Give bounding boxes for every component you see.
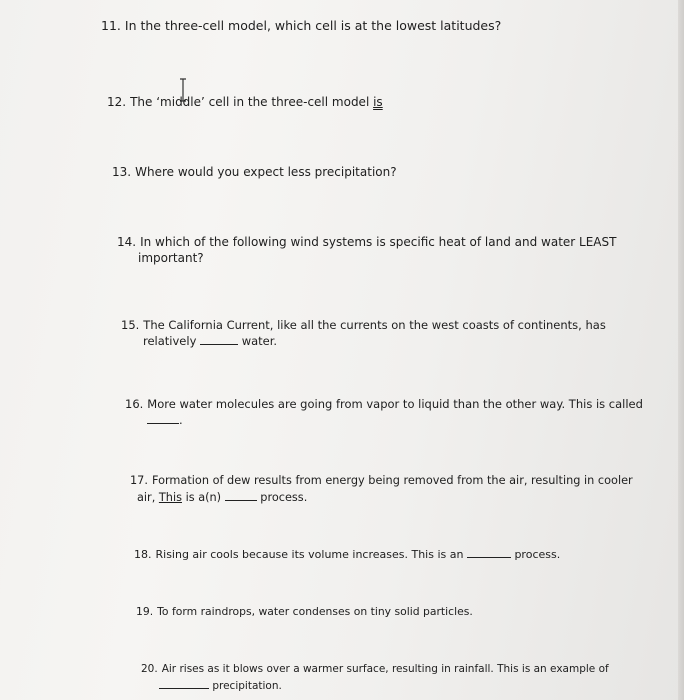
question-text-line-1: More water molecules are going from vapor to liquid than the other way. This is called xyxy=(147,397,643,411)
answer-blank xyxy=(159,677,209,689)
text-segment: precipitation. xyxy=(209,680,282,692)
text-segment: process. xyxy=(256,491,308,504)
question-number: 19. xyxy=(136,605,154,618)
text-segment: water. xyxy=(238,334,278,348)
question-18 xyxy=(134,546,560,563)
question-13 xyxy=(112,164,397,180)
answer-blank xyxy=(467,546,511,558)
question-17 xyxy=(130,473,633,506)
question-text-after: process. xyxy=(510,548,561,561)
question-number: 17. xyxy=(130,474,148,487)
question-11 xyxy=(101,18,501,34)
answer-blank xyxy=(147,412,179,424)
question-14 xyxy=(117,234,616,266)
question-16 xyxy=(125,396,643,428)
question-text-before: Rising air cools because its volume increases. This is an xyxy=(155,548,467,561)
question-text-line-2 xyxy=(130,489,633,506)
question-15 xyxy=(121,317,606,349)
text-segment: relatively xyxy=(143,334,201,348)
grammar-flag-word: This xyxy=(158,491,182,504)
grammar-flag-word: is xyxy=(373,95,383,109)
question-19 xyxy=(136,604,473,620)
question-text: The ‘middle’ cell in the three-cell model xyxy=(130,95,374,109)
text-segment: . xyxy=(179,413,183,427)
question-text-line-1: Formation of dew results from energy being removed from the air, resulting in cooler xyxy=(151,474,633,487)
question-text-line-2 xyxy=(125,412,643,428)
question-text-line-2: important? xyxy=(138,251,204,265)
question-text-line-1: In which of the following wind systems is specific heat of land and water LEAST xyxy=(140,235,617,249)
question-number: 13. xyxy=(112,165,132,179)
page-edge xyxy=(678,0,684,700)
question-12 xyxy=(107,94,383,110)
question-20 xyxy=(141,661,609,694)
answer-blank xyxy=(200,333,238,345)
answer-blank xyxy=(225,489,257,501)
question-text-line-2 xyxy=(121,333,606,349)
question-number: 14. xyxy=(117,235,137,249)
question-text-line-1: Air rises as it blows over a warmer surface, resulting in rainfall. This is an example of xyxy=(161,663,609,675)
question-number: 18. xyxy=(134,548,152,561)
question-text: In the three-cell model, which cell is at the lowest latitudes? xyxy=(124,18,502,33)
question-number: 15. xyxy=(121,318,140,332)
question-text-line-1: The California Current, like all the currents on the west coasts of continents, has xyxy=(143,318,606,332)
text-segment: air, xyxy=(137,491,159,504)
question-text: Where would you expect less precipitation? xyxy=(135,165,397,179)
question-number: 16. xyxy=(125,397,144,411)
question-number: 11. xyxy=(101,18,121,33)
question-number: 12. xyxy=(107,95,127,109)
text-segment: is a(n) xyxy=(181,491,225,504)
question-number: 20. xyxy=(141,663,158,675)
question-text: To form raindrops, water condenses on tiny solid particles. xyxy=(157,605,473,618)
question-text-line-2 xyxy=(141,677,609,694)
